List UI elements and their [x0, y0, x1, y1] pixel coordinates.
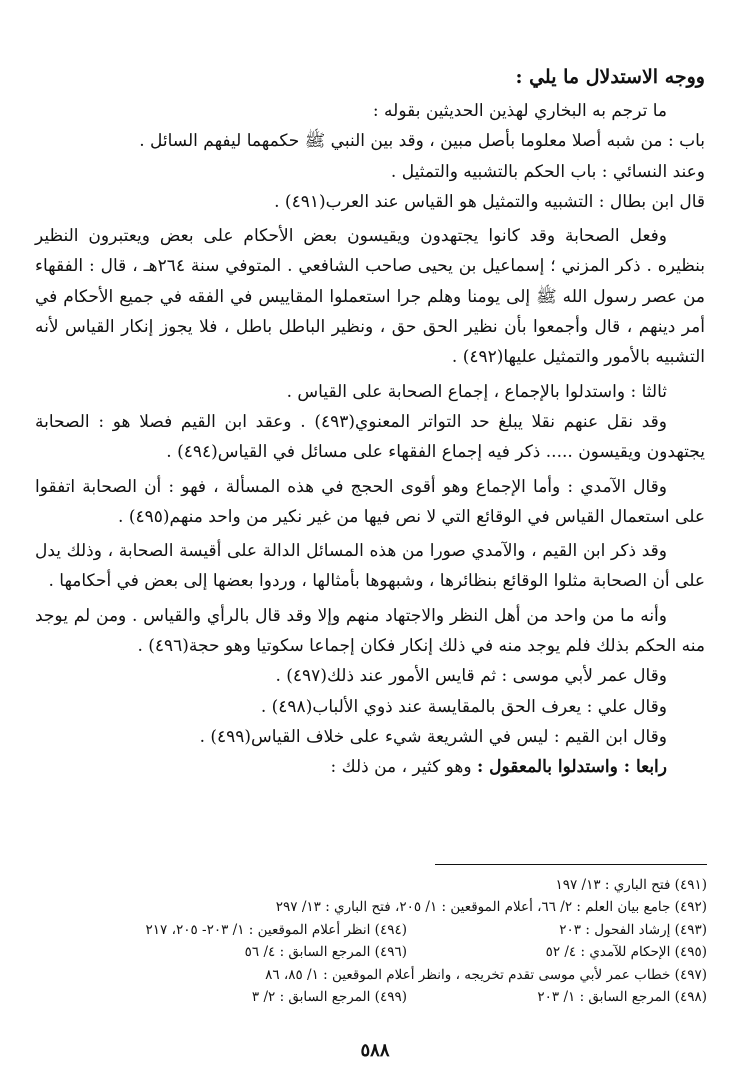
- fourth-text: وهو كثير ، من ذلك :: [330, 757, 477, 778]
- paragraph-amidi: وقال الآمدي : وأما الإجماع وهو أقوى الحجج في هذه المسألة ، فهو : أن الصحابة اتفقوا على استعمال القياس في الوقائع التي لا نص فيها من غير نكير من واحد منهم(٤٩٥) .: [35, 476, 705, 527]
- paragraph-sukuti: وأنه ما من واحد من أهل النظر والاجتهاد منهم وإلا وقد قال بالرأي والقياس . ومن لم يوجد منه الحكم بذلك فلم يوجد منه في ذلك إنكار فكان إجماعا سكوتيا وهو حجة(٤٩٦) .: [35, 605, 705, 657]
- footnote-row: [27, 941, 707, 963]
- paragraph-ibn-battal: قال ابن بطال : التشبيه والتمثيل هو القياس عند العرب(٤٩١) .: [274, 191, 705, 212]
- footnote-row: [27, 874, 707, 896]
- footnote-row: [27, 919, 707, 941]
- paragraph-third-ijma: ثالثا : واستدلوا بالإجماع ، إجماع الصحابة على القياس .: [286, 381, 667, 402]
- paragraph-ibn-qayyim-quote: وقال ابن القيم : ليس في الشريعة شيء على خلاف القياس(٤٩٩) .: [199, 726, 667, 747]
- paragraph-sahaba-practice: وفعل الصحابة وقد كانوا يجتهدون ويقيسون بعض الأحكام على بعض ويعتبرون النظير بنظيره . ذكر المزني ؛ إسماعيل بن يحيى صاحب الشافعي . المتوفي سنة ٢٦٤هـ ، قال : الفقهاء من عصر رسول الله ﷺ إلى يومنا وهلم جرا استعملوا المقاييس في الفقه في جميع الأحكام في أمر دينهم ، قال وأجمعوا بأن نظير الحق حق ، ونظير الباطل باطل ، فلا يجوز إنكار القياس لأنه التشبيه بالأمور والتمثيل عليها(٤٩٢) .: [35, 226, 706, 368]
- paragraph-umar: وقال عمر لأبي موسى : ثم قايس الأمور عند ذلك(٤٩٧) .: [275, 666, 667, 687]
- footnote-499: (٤٩٩) المرجع السابق : ٢/ ٣: [251, 988, 407, 1005]
- footnote-row: [27, 964, 707, 986]
- paragraph-ali: وقال علي : يعرف الحق بالمقايسة عند ذوي الألباب(٤٩٨) .: [260, 696, 667, 717]
- footnote-495: (٤٩٥) الإحكام للآمدي : ٤/ ٥٢: [545, 944, 707, 961]
- paragraph-tawatur: وقد نقل عنهم نقلا يبلغ حد التواتر المعنوي(٤٩٣) . وعقد ابن القيم فصلا هو : الصحابة يجتهدون ويقيسون ..... ذكر فيه إجماع الفقهاء على مسائل في القياس(٤٩٤) .: [35, 411, 705, 463]
- footnote-497: (٤٩٧) خطاب عمر لأبي موسى تقدم تخريجه ، وانظر أعلام الموقعين : ١/ ٨٥، ٨٦: [265, 966, 707, 983]
- footnote-496: (٤٩٦) المرجع السابق : ٤/ ٥٦: [244, 944, 407, 961]
- footnote-498: (٤٩٨) المرجع السابق : ١/ ٢٠٣: [537, 988, 707, 1005]
- page-number: ٥٨٨: [360, 1040, 390, 1061]
- footnote-492: (٤٩٢) جامع بيان العلم : ٢/ ٦٦، أعلام الموقعين : ١/ ٢٠٥، فتح الباري : ١٣/ ٢٩٧: [275, 899, 707, 916]
- footnote-row: [27, 986, 707, 1008]
- footnote-divider: [435, 864, 707, 865]
- footnote-row: [27, 896, 707, 918]
- footnote-494: (٤٩٤) انظر أعلام الموقعين : ١/ ٢٠٣- ٢٠٥، ٢١٧: [145, 921, 407, 938]
- footnote-491: (٤٩١) فتح الباري : ١٣/ ١٩٧: [555, 877, 707, 893]
- paragraph-bab: باب : من شبه أصلا معلوما بأصل مبين ، وقد بين النبي ﷺ حكمهما ليفهم السائل .: [139, 131, 705, 152]
- footnote-493: (٤٩٣) إرشاد الفحول : ٢٠٣: [559, 921, 707, 938]
- paragraph-nasai: وعند النسائي : باب الحكم بالتشبيه والتمثيل .: [390, 161, 705, 182]
- footnotes: [27, 874, 707, 1008]
- paragraph-ibn-qayyim: وقد ذكر ابن القيم ، والآمدي صورا من هذه المسائل الدالة على أقيسة الصحابة ، وذلك يدل على أن الصحابة مثلوا الوقائع بنظائرها ، وشبهوها بأمثالها ، وردوا بعضها إلى بعض في أحكامها .: [35, 541, 705, 592]
- section-heading: ووجه الاستدلال ما يلي :: [515, 66, 705, 88]
- main-text: [35, 96, 705, 783]
- fourth-heading: رابعا : واستدلوا بالمعقول :: [476, 757, 667, 778]
- paragraph-fourth: [35, 752, 705, 782]
- paragraph-bukhari-title: ما ترجم به البخاري لهذين الحديثين بقوله :: [372, 101, 667, 121]
